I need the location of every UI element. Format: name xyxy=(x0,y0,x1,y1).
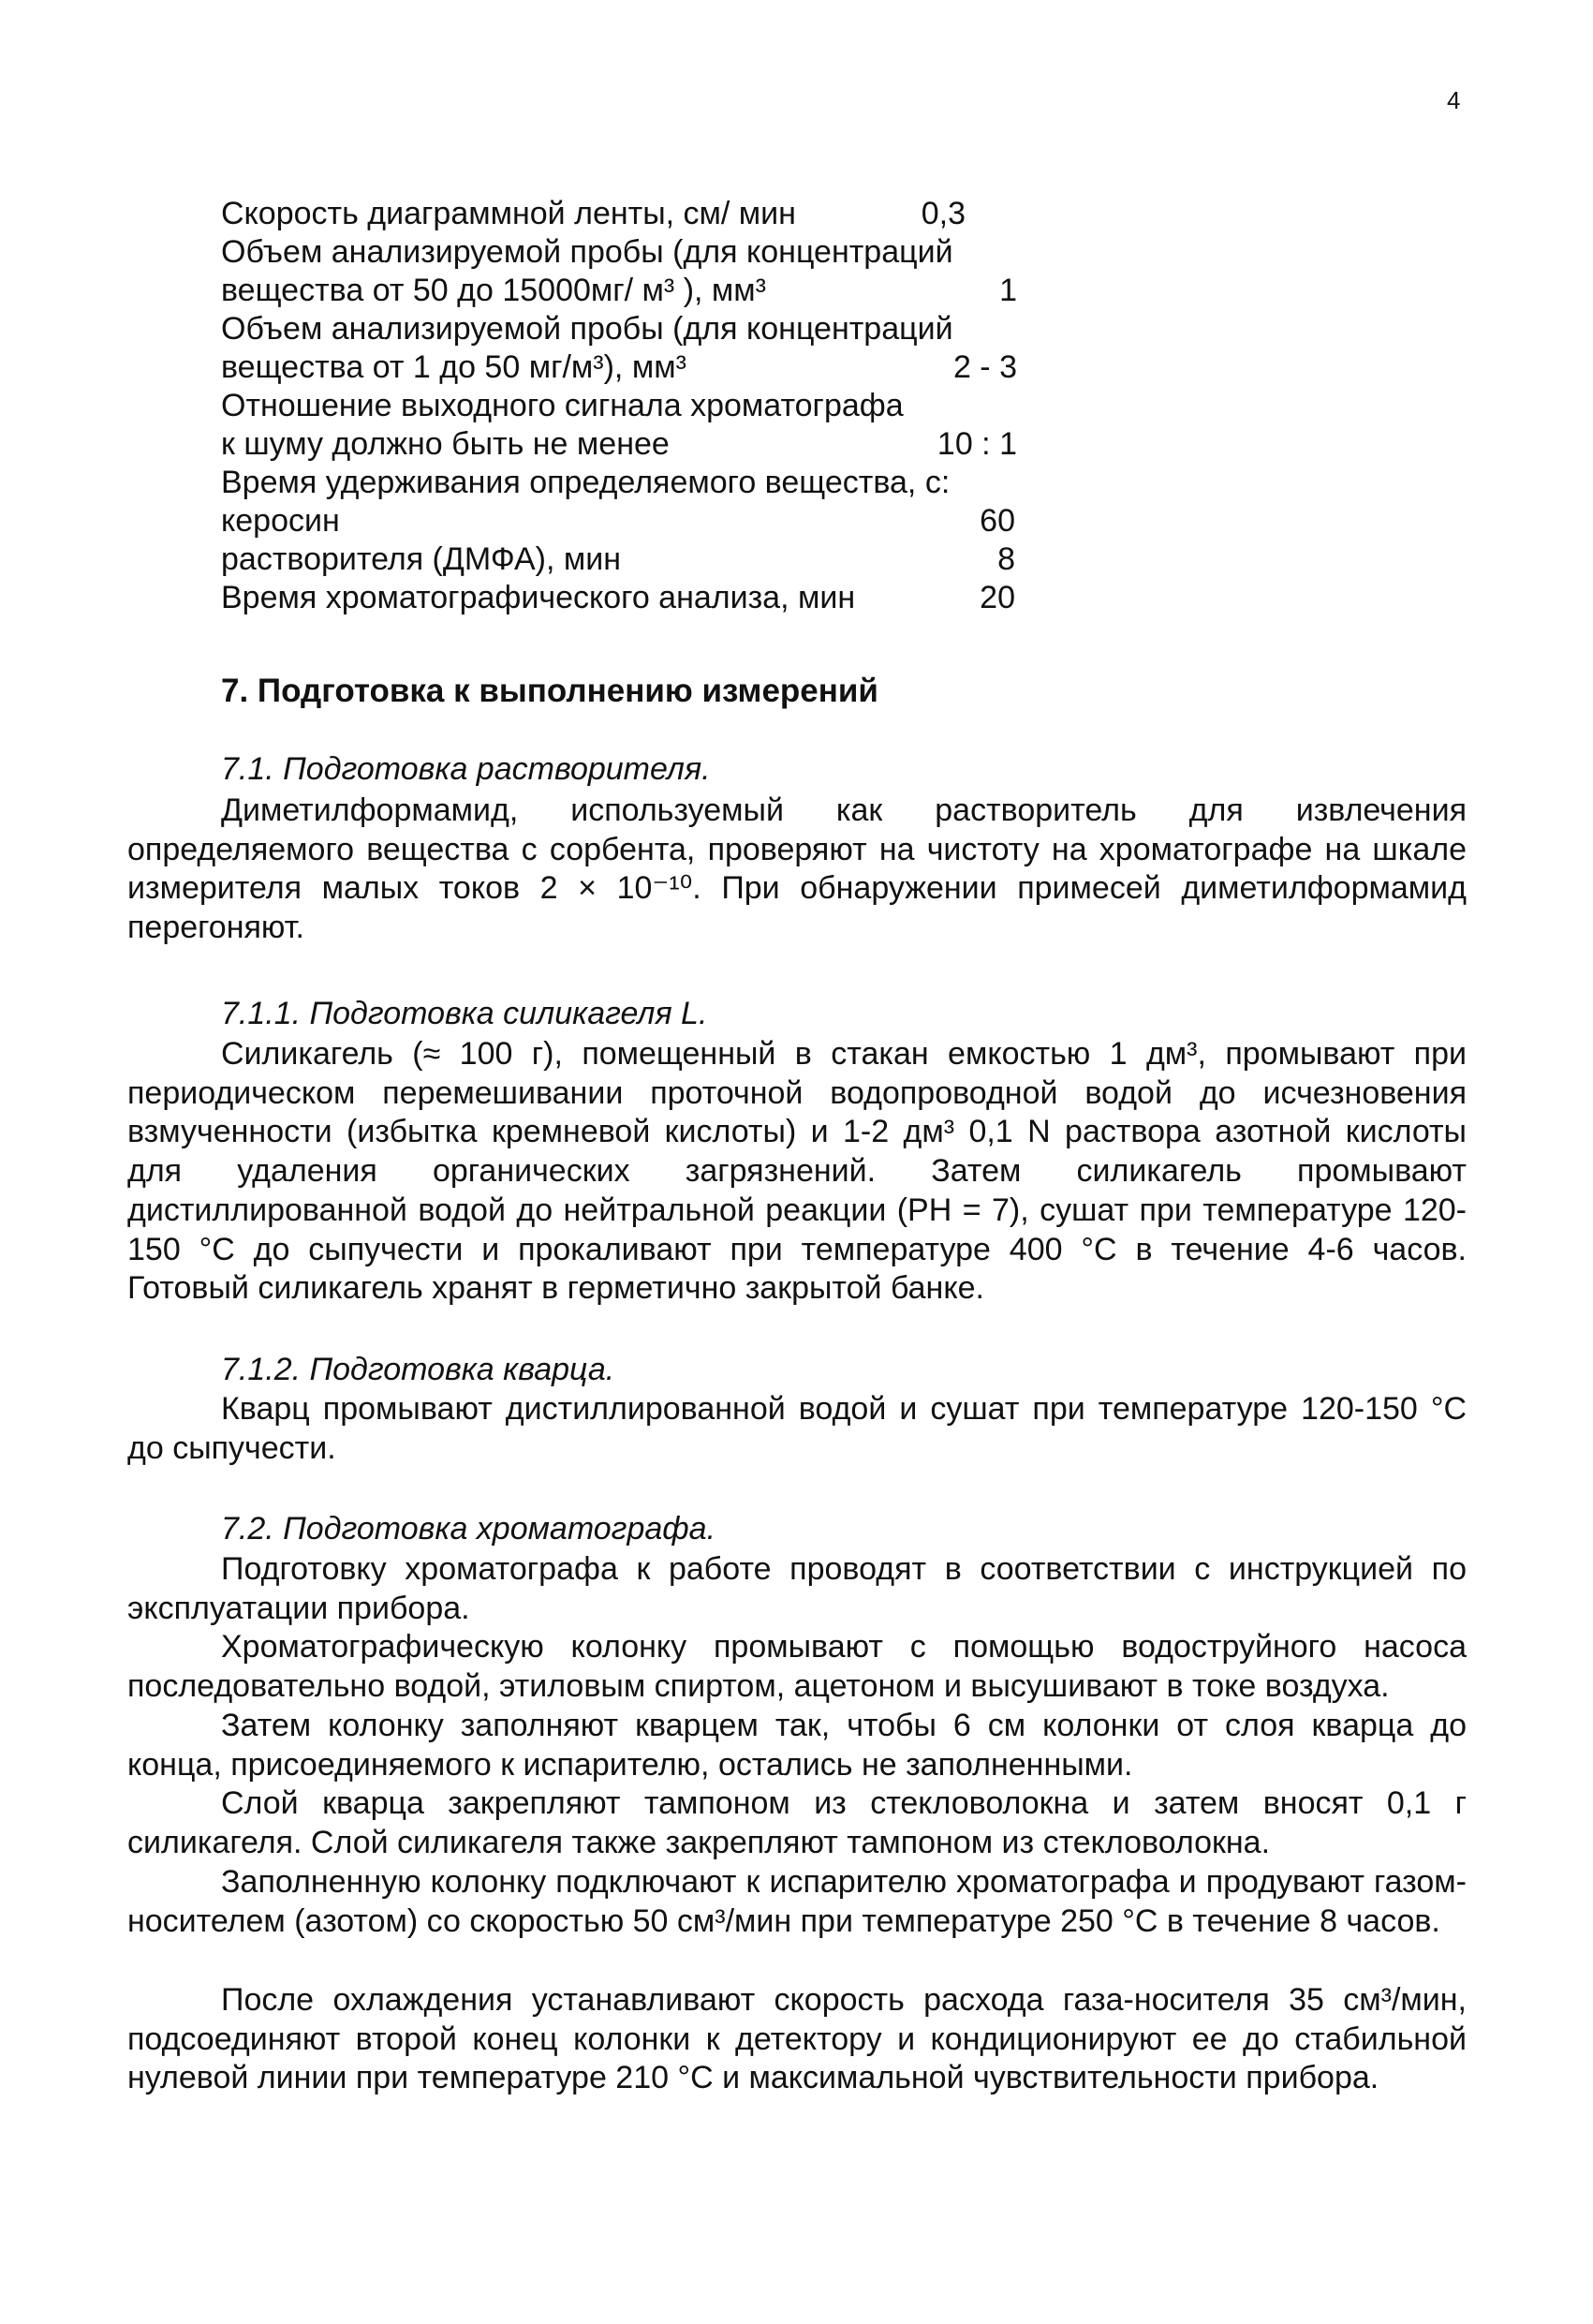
spec-row xyxy=(221,502,1101,540)
spec-label: Отношение выходного сигнала хроматографа xyxy=(221,388,904,423)
spec-value: 20 xyxy=(980,580,1015,615)
spec-row xyxy=(221,387,1101,425)
spec-row xyxy=(221,233,1101,272)
spec-row xyxy=(221,425,1101,464)
paragraph: Подготовку хроматографа к работе проводят в соответствии с инструкцией по эксплуатации прибора. xyxy=(127,1551,1467,1626)
spec-label: Время хроматографического анализа, мин xyxy=(221,580,856,615)
paragraph: Хроматографическую колонку промывают с помощью водоструйного насоса последовательно водой, этиловым спиртом, ацетоном и высушивают в токе воздуха. xyxy=(127,1629,1467,1704)
subsection-title: 7.2. Подготовка хроматографа. xyxy=(221,1511,716,1547)
paragraph: После охлаждения устанавливают скорость расхода газа-носителя 35 см³/мин, подсоединяют второй конец колонки к детектору и кондиционируют ее до стабильной нулевой линии при температуре 210 °С и максимальной чувствительности прибора. xyxy=(127,1982,1467,2096)
spec-row xyxy=(221,195,1101,233)
paragraph: Силикагель (≈ 100 г), помещенный в стакан емкостью 1 дм³, промывают при периодическом перемешивании проточной водопроводной водой до исчезновения взмученности (избытка кремневой кислоты) и 1-2 дм³ 0,1 N раствора азотной кислоты для удаления органических загрязнений. Затем силикагель промывают дистиллированной водой до нейтральной реакции (PH = 7), сушат при температуре 120-150 °С до сыпучести и прокаливают при температуре 400 °С в течение 4-6 часов. Готовый силикагель хранят в герметично закрытой банке. xyxy=(127,1036,1467,1307)
paragraph: Затем колонку заполняют кварцем так, чтобы 6 см колонки от слоя кварца до конца, присоединяемого к испарителю, остались не заполненными. xyxy=(127,1708,1467,1783)
spec-label: растворителя (ДМФА), мин xyxy=(221,541,621,577)
spec-row xyxy=(221,310,1101,348)
spec-value: 1 xyxy=(999,273,1017,308)
section-heading: 7. Подготовка к выполнению измерений xyxy=(221,673,878,709)
spec-value: 2 - 3 xyxy=(952,349,1017,385)
spec-label: вещества от 1 до 50 мг/м³), мм³ xyxy=(221,349,686,385)
spec-label: Объем анализируемой пробы (для концентраций xyxy=(221,311,953,347)
paragraph: Слой кварца закрепляют тампоном из стекловолокна и затем вносят 0,1 г силикагеля. Слой силикагеля также закрепляют тампоном из стекловолокна. xyxy=(127,1785,1467,1860)
spec-row xyxy=(221,272,1101,310)
paragraph: Заполненную колонку подключают к испарителю хроматографа и продувают газом-носителем (азотом) со скоростью 50 см³/мин при температуре 250 °С в течение 8 часов. xyxy=(127,1864,1467,1939)
spec-label: Объем анализируемой пробы (для концентраций xyxy=(221,234,953,270)
spec-value: 8 xyxy=(997,541,1015,577)
spec-list xyxy=(221,195,1101,617)
spec-value: 10 : 1 xyxy=(937,426,1017,462)
paragraph: Кварц промывают дистиллированной водой и сушат при температуре 120-150 °С до сыпучести. xyxy=(127,1391,1467,1466)
spec-row xyxy=(221,579,1101,617)
spec-label: вещества от 50 до 15000мг/ м³ ), мм³ xyxy=(221,273,766,308)
spec-label: керосин xyxy=(221,503,340,539)
subsection-title: 7.1. Подготовка растворителя. xyxy=(221,751,711,787)
spec-label: Скорость диаграммной ленты, см/ мин xyxy=(221,196,796,231)
spec-value: 0,3 xyxy=(921,196,966,231)
subsection-title: 7.1.1. Подготовка силикагеля L. xyxy=(221,996,708,1031)
spec-value: 60 xyxy=(980,503,1015,539)
page-number: 4 xyxy=(1447,86,1461,114)
spec-row xyxy=(221,464,1101,502)
spec-row xyxy=(221,348,1101,387)
spec-row xyxy=(221,540,1101,579)
spec-label: Время удерживания определяемого вещества, с: xyxy=(221,465,951,500)
paragraph: Диметилформамид, используемый как растворитель для извлечения определяемого вещества с сорбента, проверяют на чистоту на хроматографе на шкале измерителя малых токов 2 × 10⁻¹⁰. При обнаружении примесей диметилформамид перегоняют. xyxy=(127,792,1467,946)
spec-label: к шуму должно быть не менее xyxy=(221,426,670,462)
subsection-title: 7.1.2. Подготовка кварца. xyxy=(221,1352,615,1387)
